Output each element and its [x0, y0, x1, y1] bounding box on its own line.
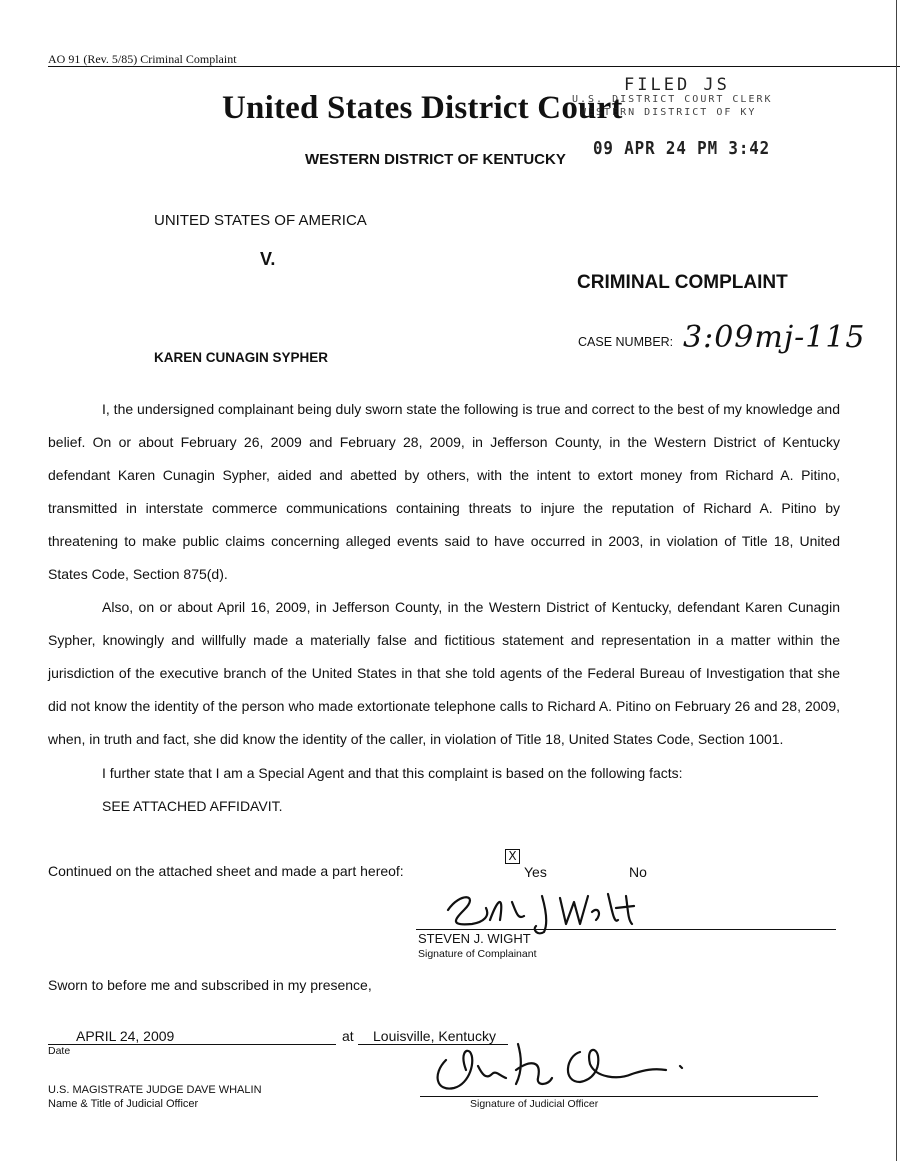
location-value: Louisville, Kentucky [373, 1028, 496, 1044]
header-rule [48, 66, 900, 67]
date-caption: Date [48, 1045, 71, 1057]
judicial-officer-name-caption: Name & Title of Judicial Officer [48, 1098, 199, 1110]
page-edge [896, 0, 897, 1161]
yes-checkbox[interactable]: X [505, 849, 520, 864]
plaintiff-name: UNITED STATES OF AMERICA [154, 212, 367, 229]
form-identifier: AO 91 (Rev. 5/85) Criminal Complaint [48, 52, 237, 66]
see-affidavit: SEE ATTACHED AFFIDAVIT. [102, 798, 283, 814]
complainant-signature-caption: Signature of Complainant [418, 948, 537, 960]
at-label: at [342, 1028, 354, 1044]
officer-signature-caption: Signature of Judicial Officer [470, 1098, 599, 1110]
district-name: WESTERN DISTRICT OF KENTUCKY [305, 151, 566, 168]
document-type: CRIMINAL COMPLAINT [577, 272, 788, 293]
complaint-body [48, 393, 840, 756]
complaint-paragraph-1: I, the undersigned complainant being duly sworn state the following is true and correct to the best of my knowledge and belief. On or about February 26, 2009 and February 28, 2009, in Jefferson County, in the Western District of Kentucky defendant Karen Cunagin Sypher, aided and abetted by others, with the intent to extort money from Richard A. Pitino, transmitted in interstate commerce communications containing threats to injure the reputation of Richard A. Pitino by threatening to make public claims concerning alleged events said to have occurred in 2003, in violation of Title 18, United States Code, Section 875(d). [48, 401, 840, 582]
judicial-officer-name: U.S. MAGISTRATE JUDGE DAVE WHALIN [48, 1084, 262, 1096]
versus-label: V. [260, 249, 276, 269]
filed-stamp-clerk: U.S. DISTRICT COURT CLERK [572, 94, 773, 105]
court-title: United States District Court [222, 90, 623, 126]
date-line [48, 1044, 336, 1045]
yes-label: Yes [524, 864, 547, 880]
case-number-handwritten: 3:09mj-115 [683, 320, 866, 355]
complainant-name: STEVEN J. WIGHT [418, 931, 531, 946]
continued-statement: Continued on the attached sheet and made a part hereof: [48, 863, 404, 879]
officer-signature-line [420, 1096, 818, 1097]
defendant-name: KAREN CUNAGIN SYPHER [154, 350, 329, 365]
complainant-signature-line [416, 929, 836, 930]
case-number-label: CASE NUMBER: [578, 335, 674, 349]
sworn-statement: Sworn to before me and subscribed in my presence, [48, 977, 372, 993]
judicial-officer-signature [430, 1030, 700, 1096]
complaint-paragraph-2: Also, on or about April 16, 2009, in Jefferson County, in the Western District of Kentucky, defendant Karen Cunagin Sypher, knowingly and willfully made a materially false and fictitious statement and representation in a matter within the jurisdiction of the executive branch of the United States in that she told agents of the Federal Bureau of Investigation that she did not know the identity of the person who made extortionate telephone calls to Richard A. Pitino on February 26 and 28, 2009, when, in truth and fact, she did know the identity of the caller, in violation of Title 18, United States Code, Section 1001. [48, 599, 840, 747]
further-statement: I further state that I am a Special Agent and that this complaint is based on the following facts: [102, 765, 683, 781]
filed-stamp-district: WESTERN DISTRICT OF KY [580, 107, 757, 118]
filed-stamp-label: FILED JS [624, 75, 730, 95]
filed-stamp-date: 09 APR 24 PM 3:42 [593, 138, 771, 159]
no-label: No [629, 864, 647, 880]
date-value: APRIL 24, 2009 [76, 1028, 175, 1044]
